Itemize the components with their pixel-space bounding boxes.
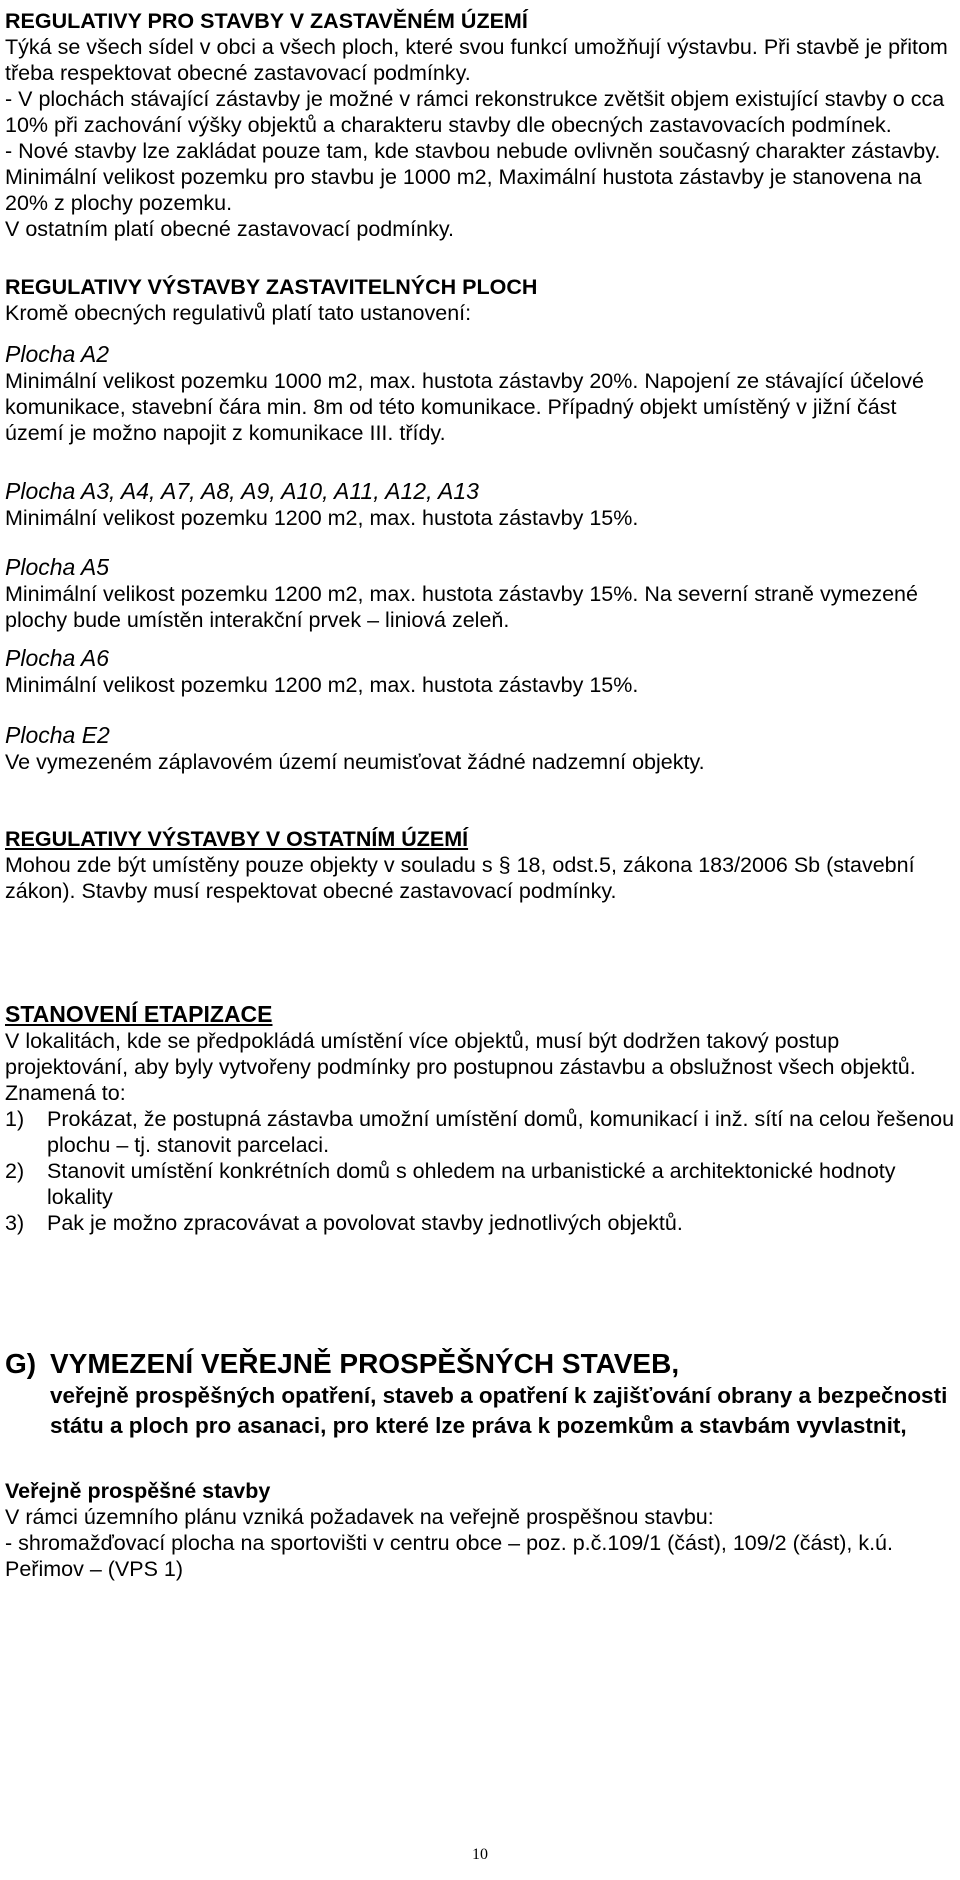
paragraph: Minimální velikost pozemku 1200 m2, max. hustota zástavby 15%.: [5, 506, 639, 530]
list-item-text: Prokázat, že postupná zástavba umožní umístění domů, komunikací i inž. sítí na celou řešenou plochu – tj. stanovit parcelaci.: [47, 1107, 955, 1157]
area-title: Plocha A3, A4, A7, A8, A9, A10, A11, A12, A13: [5, 478, 479, 504]
section-phasing: [5, 1000, 955, 1236]
paragraph: Ve vymezeném záplavovém území neumisťovat žádné nadzemní objekty.: [5, 750, 705, 774]
section-public-works: [5, 1347, 955, 1441]
section-buildable-areas: [5, 274, 955, 326]
area-title: Plocha A2: [5, 341, 109, 367]
list-item: [5, 1106, 955, 1158]
list-item: [5, 1210, 955, 1236]
section-heading: STANOVENÍ ETAPIZACE: [5, 1001, 273, 1027]
section-other-area: [5, 826, 955, 904]
paragraph: - shromažďovací plocha na sportovišti v centru obce – poz. p.č.109/1 (část), 109/2 (část), k.ú. Peřimov – (VPS 1): [5, 1531, 893, 1581]
area-title: Plocha A6: [5, 645, 109, 671]
area-e2: [5, 721, 955, 775]
paragraph: Mohou zde být umístěny pouze objekty v souladu s § 18, odst.5, zákona 183/2006 Sb (stavební zákon). Stavby musí respektovat obecné zastavovací podmínky.: [5, 853, 915, 903]
paragraph: Kromě obecných regulativů platí tato ustanovení:: [5, 301, 472, 325]
area-title: Plocha E2: [5, 722, 110, 748]
list-number: 2): [5, 1159, 25, 1183]
section-heading: REGULATIVY VÝSTAVBY V OSTATNÍM ÚZEMÍ: [5, 827, 469, 851]
list-item-text: Stanovit umístění konkrétních domů s ohledem na urbanistické a architektonické hodnoty lokality: [47, 1159, 896, 1209]
chapter-title-text: VYMEZENÍ VEŘEJNĚ PROSPĚŠNÝCH STAVEB,: [50, 1348, 680, 1379]
paragraph: V lokalitách, kde se předpokládá umístění více objektů, musí být dodržen takový postup projektování, aby byly vytvořeny podmínky pro postupnou zástavbu a obslužnost všech objektů. Znamená to:: [5, 1029, 916, 1105]
page-number: 10: [472, 1846, 488, 1863]
section-heading: REGULATIVY PRO STAVBY V ZASTAVĚNÉM ÚZEMÍ: [5, 9, 528, 33]
area-a6: [5, 644, 955, 698]
paragraph: - Nové stavby lze zakládat pouze tam, kde stavbou nebude ovlivněn současný charakter zástavby. Minimální velikost pozemku pro stavbu je 1000 m2, Maximální hustota zástavby je stanovena na 20% z plochy pozemku.: [5, 139, 941, 215]
chapter-title: [5, 1347, 955, 1381]
list-item: [5, 1158, 955, 1210]
chapter-subtitle: veřejně prospěšných opatření, staveb a opatření k zajišťování obrany a bezpečnosti státu a ploch pro asanaci, pro které lze práva k pozemkům a stavbám vyvlastnit,: [50, 1383, 948, 1438]
area-a3: [5, 477, 955, 531]
paragraph: Minimální velikost pozemku 1200 m2, max. hustota zástavby 15%. Na severní straně vymezené plochy bude umístěn interakční prvek – liniová zeleň.: [5, 582, 918, 632]
paragraph: Minimální velikost pozemku 1000 m2, max. hustota zástavby 20%. Napojení ze stávající účelové komunikace, stavební čára min. 8m od této komunikace. Případný objekt umístěný v jižní část území je možno napojit z komunikace III. třídy.: [5, 369, 924, 445]
area-a2: [5, 340, 955, 446]
paragraph: Minimální velikost pozemku 1200 m2, max. hustota zástavby 15%.: [5, 673, 639, 697]
area-title: Plocha A5: [5, 554, 109, 580]
list-item-text: Pak je možno zpracovávat a povolovat stavby jednotlivých objektů.: [47, 1211, 683, 1235]
chapter-letter: G): [5, 1348, 37, 1379]
area-a5: [5, 553, 955, 633]
section-heading: REGULATIVY VÝSTAVBY ZASTAVITELNÝCH PLOCH: [5, 275, 538, 299]
paragraph: V rámci územního plánu vzniká požadavek na veřejně prospěšnou stavbu:: [5, 1505, 714, 1529]
list-number: 1): [5, 1107, 25, 1131]
sub-heading: Veřejně prospěšné stavby: [5, 1479, 271, 1503]
paragraph: V ostatním platí obecné zastavovací podmínky.: [5, 217, 454, 241]
public-works-list: [5, 1478, 955, 1582]
paragraph: Týká se všech sídel v obci a všech ploch, které svou funkcí umožňují výstavbu. Při stavbě je přitom třeba respektovat obecné zastavovací podmínky.: [5, 35, 948, 85]
list-number: 3): [5, 1211, 25, 1235]
paragraph: - V plochách stávající zástavby je možné v rámci rekonstrukce zvětšit objem existující stavby o cca 10% při zachování výšky objektů a charakteru stavby dle obecných zastavovacích podmínek.: [5, 87, 945, 137]
phasing-list: [5, 1106, 955, 1236]
section-built-area: [5, 8, 955, 242]
